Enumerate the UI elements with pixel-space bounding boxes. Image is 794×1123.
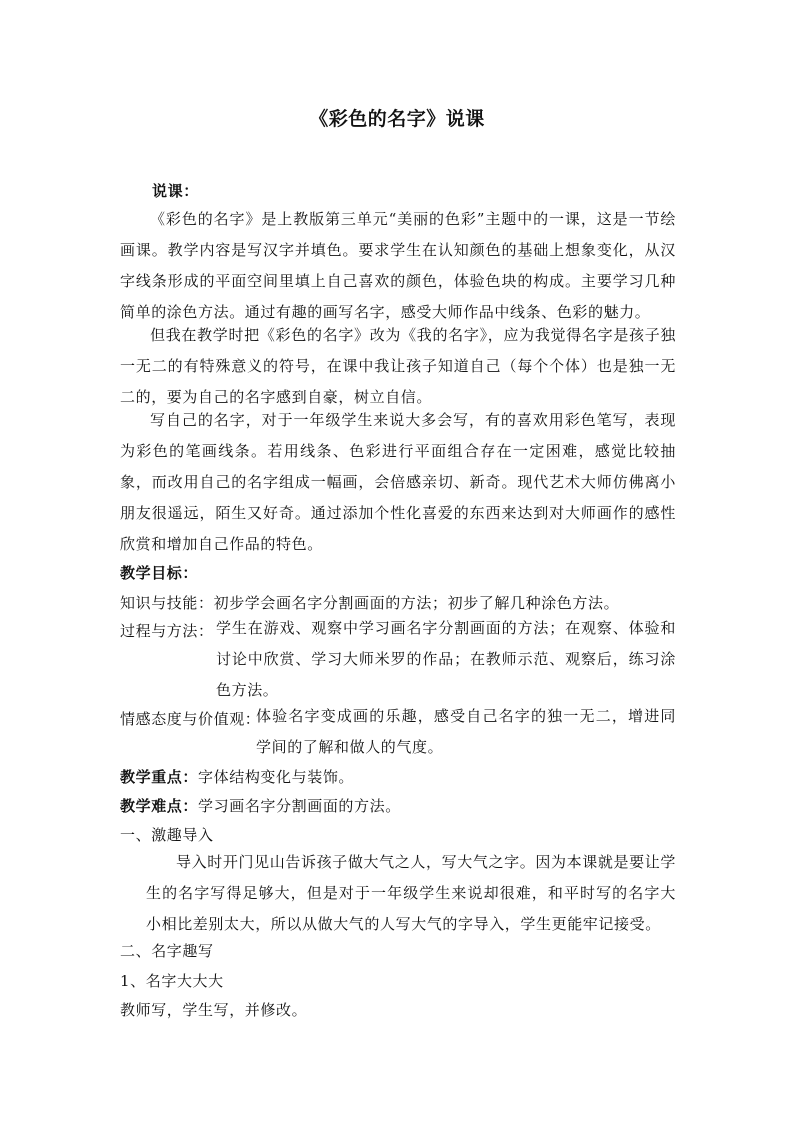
goals-heading: 教学目标： xyxy=(120,564,199,582)
difficulty-text: 学习画名字分割画面的方法。 xyxy=(198,797,401,815)
subsection-1-text: 教师写，学生写，并修改。 xyxy=(120,1001,308,1019)
intro-paragraph-1: 《彩色的名字》是上教版第三单元“美丽的色彩”主题中的一课，这是一节绘画课。教学内容是写汉字并填色。要求学生在认知颜色的基础上想象变化，从汉字线条形成的平面空间里填上自己喜欢的颜色，体验色块的构成。主要学习几种简单的涂色方法。通过有趣的画写名字，感受大师作品中线条、色彩的魅力。 xyxy=(120,210,676,321)
goal-knowledge-text: 初步学会画名字分割画面的方法；初步了解几种涂色方法。 xyxy=(213,594,620,612)
intro-paragraph-2: 但我在教学时把《彩色的名字》改为《我的名字》，应为我觉得名字是孩子独一无二的有特殊意义的符号，在课中我让孩子知道自己（每个个体）也是独一无二的，要为自己的名字感到自豪，树立自信。 xyxy=(120,326,676,406)
key-point xyxy=(120,766,354,787)
goal-knowledge xyxy=(120,592,676,613)
section-1-text: 导入时开门见山告诉孩子做大气之人，写大气之字。因为本课就是要让学生的名字写得足够大，但是对于一年级学生来说却很难，和平时写的名字大小相比差别太大，所以从做大气的人写大气的字导入，学生更能牢记接受。 xyxy=(146,853,676,933)
document-title: 《彩色的名字》说课 xyxy=(309,108,485,130)
intro-heading: 说课： xyxy=(152,182,199,200)
key-point-text: 字体结构变化与装饰。 xyxy=(198,768,355,786)
intro-paragraph-3: 写自己的名字，对于一年级学生来说大多会写，有的喜欢用彩色笔写，表现为彩色的笔画线条。若用线条、色彩进行平面组合存在一定困难，感觉比较抽象，而改用自己的名字组成一幅画，会倍感亲切、新奇。现代艺术大师仿佛离小朋友很遥远，陌生又好奇。通过添加个性化喜爱的东西来达到对大师画作的感性欣赏和增加自己作品的特色。 xyxy=(120,411,676,553)
goal-process-text: 学生在游戏、观察中学习画名字分割画面的方法；在观察、体验和讨论中欣赏、学习大师米罗的作品；在教师示范、观察后，练习涂色方法。 xyxy=(216,619,676,699)
goal-process-label: 过程与方法： xyxy=(120,622,214,640)
goal-knowledge-label: 知识与技能： xyxy=(120,594,214,612)
section-1-title: 一、激趣导入 xyxy=(120,826,214,844)
subsection-1-title: 1、名字大大大 xyxy=(120,972,224,990)
goal-emotion-text: 体验名字变成画的乐趣，感受自己名字的独一无二，增进同学间的了解和做人的气度。 xyxy=(256,707,676,756)
key-point-label: 教学重点： xyxy=(120,768,199,786)
section-2-title: 二、名字趣写 xyxy=(120,942,214,960)
goal-emotion-label: 情感态度与价值观： xyxy=(120,710,261,728)
difficulty-label: 教学难点： xyxy=(120,797,199,815)
difficulty xyxy=(120,795,401,816)
